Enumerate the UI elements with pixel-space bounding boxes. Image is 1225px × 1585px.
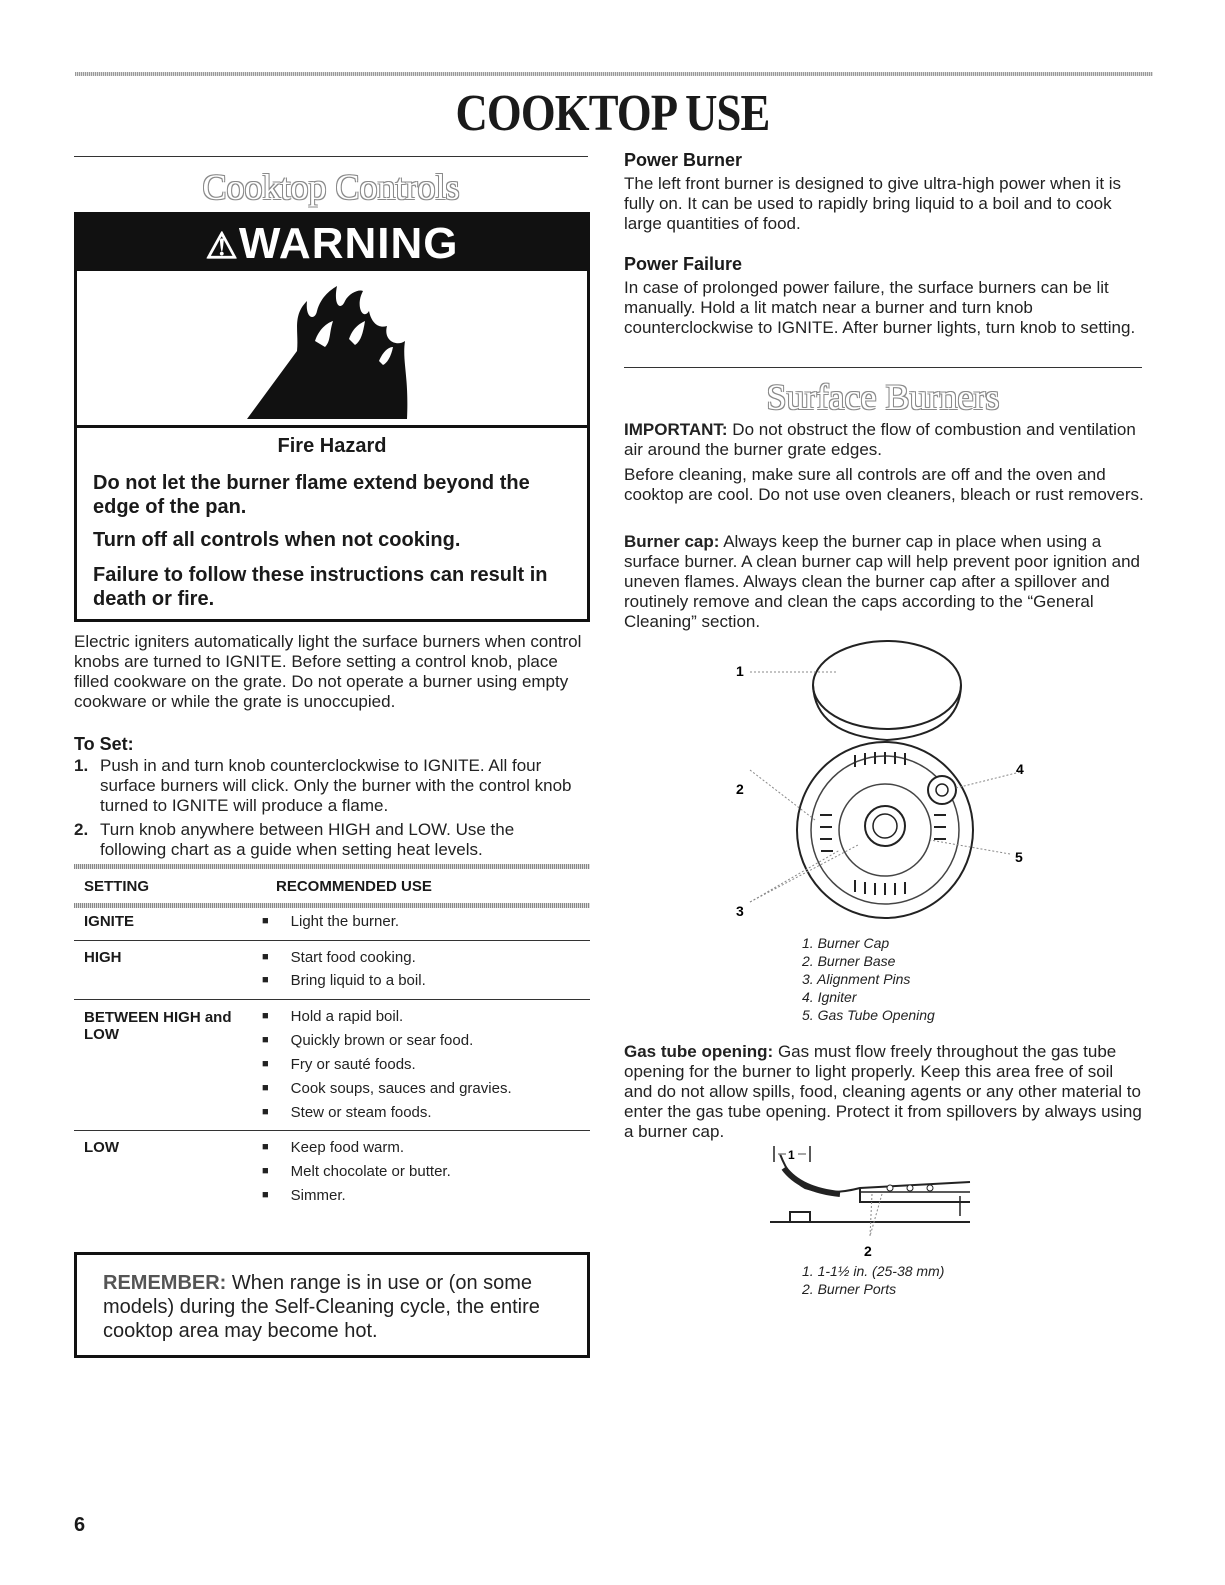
important-text: Do not obstruct the flow of combustion and ventilation air around the burner grate edges. <box>624 420 1136 459</box>
remember-text <box>103 1271 573 1343</box>
important-label: IMPORTANT: <box>624 420 728 439</box>
warning-banner: ⚠WARNING <box>77 215 587 271</box>
gas-tube-legend <box>802 1262 944 1298</box>
step-text: Turn knob anywhere between HIGH and LOW. Use the following chart as a guide when setting heat levels. <box>100 820 515 859</box>
callout-5: 5 <box>1015 849 1023 865</box>
warning-line: Do not let the burner flame extend beyond the edge of the pan. <box>93 472 530 518</box>
surface-burners-heading: Surface Burners <box>766 377 1000 417</box>
burner-diagram-legend <box>802 934 935 1024</box>
section-rule <box>624 367 1142 368</box>
use-item: ■ Start food cooking. <box>262 949 416 966</box>
gas-tube-label: Gas tube opening: <box>624 1042 774 1061</box>
callout-1: 1 <box>736 663 744 679</box>
step-text: Push in and turn knob counterclockwise to IGNITE. All four surface burners will click. Only the burner with the control knob turned to IGNITE will produce a flame. <box>100 756 572 815</box>
table-header-use: RECOMMENDED USE <box>276 878 432 895</box>
gas-callout-1: 1 <box>788 1148 795 1162</box>
setting-label: IGNITE <box>84 913 135 930</box>
legend-item: 1. Burner Cap <box>802 935 890 951</box>
step-1 <box>74 756 574 816</box>
legend-item: 2. Burner Base <box>802 953 896 969</box>
burner-cap-note <box>624 532 1144 632</box>
use-item: ■ Cook soups, sauces and gravies. <box>262 1080 512 1097</box>
burner-cap-text: Always keep the burner cap in place when using a surface burner. A clean burner cap will help prevent poor ignition and uneven flames. Always clean the burner cap after a spillover and routinely remove and clean the caps according to the “General Cleaning” section. <box>624 532 1140 631</box>
cleaning-note: Before cleaning, make sure all controls are off and the oven and cooktop are cool. Do not use oven cleaners, bleach or rust removers. <box>624 465 1144 504</box>
use-item: ■ Keep food warm. <box>262 1139 404 1156</box>
warning-box <box>74 212 590 622</box>
warning-divider <box>77 425 587 428</box>
remember-body: When range is in use or (on some models) during the Self-Cleaning cycle, the entire cooktop area may become hot. <box>103 1272 540 1342</box>
use-item: ■ Quickly brown or sear food. <box>262 1032 473 1049</box>
page-title: COOKTOP USE <box>455 85 770 142</box>
page-number: 6 <box>74 1514 86 1536</box>
legend-item: 3. Alignment Pins <box>802 971 911 987</box>
callout-4: 4 <box>1016 761 1024 777</box>
power-failure-heading: Power Failure <box>624 254 743 274</box>
row-rule <box>74 999 590 1000</box>
section-rule <box>74 156 588 157</box>
legend-item: 1. 1-1½ in. (25-38 mm) <box>802 1263 945 1279</box>
use-item: ■ Simmer. <box>262 1187 346 1204</box>
power-failure-text: In case of prolonged power failure, the surface burners can be lit manually. Hold a lit match near a burner and turn knob counterclockwise to IGNITE. After burner lights, turn knob to setting. <box>624 278 1136 337</box>
setting-label: BETWEEN HIGH and LOW <box>84 1009 232 1043</box>
remember-box <box>74 1252 590 1358</box>
fire-icon <box>237 281 427 421</box>
gas-callout-2: 2 <box>864 1243 872 1259</box>
row-rule <box>74 1130 590 1131</box>
step-number: 2. <box>74 820 89 839</box>
step-2 <box>74 820 574 860</box>
table-header-rule <box>74 903 590 908</box>
use-item: ■ Bring liquid to a boil. <box>262 972 426 989</box>
use-item: ■ Hold a rapid boil. <box>262 1008 403 1025</box>
gas-tube-text: Gas must flow freely throughout the gas tube opening for the burner to light properly. Keep this area free of soil and do not allow spills, food, cleaning agents or any other material to enter the gas tube opening. Protect it from spillovers by always using a burner cap. <box>624 1042 1142 1141</box>
use-item: ■ Fry or sauté foods. <box>262 1056 416 1073</box>
warning-triangle-icon: ⚠ <box>205 225 239 266</box>
use-item: ■ Stew or steam foods. <box>262 1104 432 1121</box>
callout-2: 2 <box>736 781 744 797</box>
legend-item: 5. Gas Tube Opening <box>802 1007 935 1023</box>
power-burner-heading: Power Burner <box>624 150 743 170</box>
use-item: ■ Light the burner. <box>262 913 399 930</box>
warning-line: Turn off all controls when not cooking. <box>93 529 461 551</box>
to-set-heading: To Set: <box>74 734 134 754</box>
hazard-title: Fire Hazard <box>277 435 387 457</box>
gas-tube-note <box>624 1042 1144 1142</box>
burner-cap-label: Burner cap: <box>624 532 720 551</box>
callout-3: 3 <box>736 903 744 919</box>
gas-tube-diagram <box>760 1140 980 1260</box>
table-top-rule <box>74 864 590 869</box>
use-item: ■ Melt chocolate or butter. <box>262 1163 451 1180</box>
important-note <box>624 420 1144 460</box>
table-header-setting: SETTING <box>84 878 150 895</box>
legend-item: 2. Burner Ports <box>802 1281 897 1297</box>
cooktop-controls-heading: Cooktop Controls <box>202 167 460 207</box>
power-burner-text: The left front burner is designed to give ultra-high power when it is fully on. It can be used to rapidly bring liquid to a boil and to cook large quantities of food. <box>624 174 1122 233</box>
step-number: 1. <box>74 756 89 775</box>
warning-line: Failure to follow these instructions can result in death or fire. <box>93 564 548 610</box>
row-rule <box>74 940 590 941</box>
setting-label: LOW <box>84 1139 119 1156</box>
remember-label: REMEMBER: <box>103 1272 227 1294</box>
setting-label: HIGH <box>84 949 122 966</box>
legend-item: 4. Igniter <box>802 989 857 1005</box>
top-rule <box>75 72 1153 76</box>
igniter-intro: Electric igniters automatically light the surface burners when control knobs are turned to IGNITE. Before setting a control knob, place filled cookware on the grate. Do not operate a burner using empty cookware or while the grate is unoccupied. <box>74 632 582 711</box>
burner-assembly-diagram <box>720 640 1060 940</box>
